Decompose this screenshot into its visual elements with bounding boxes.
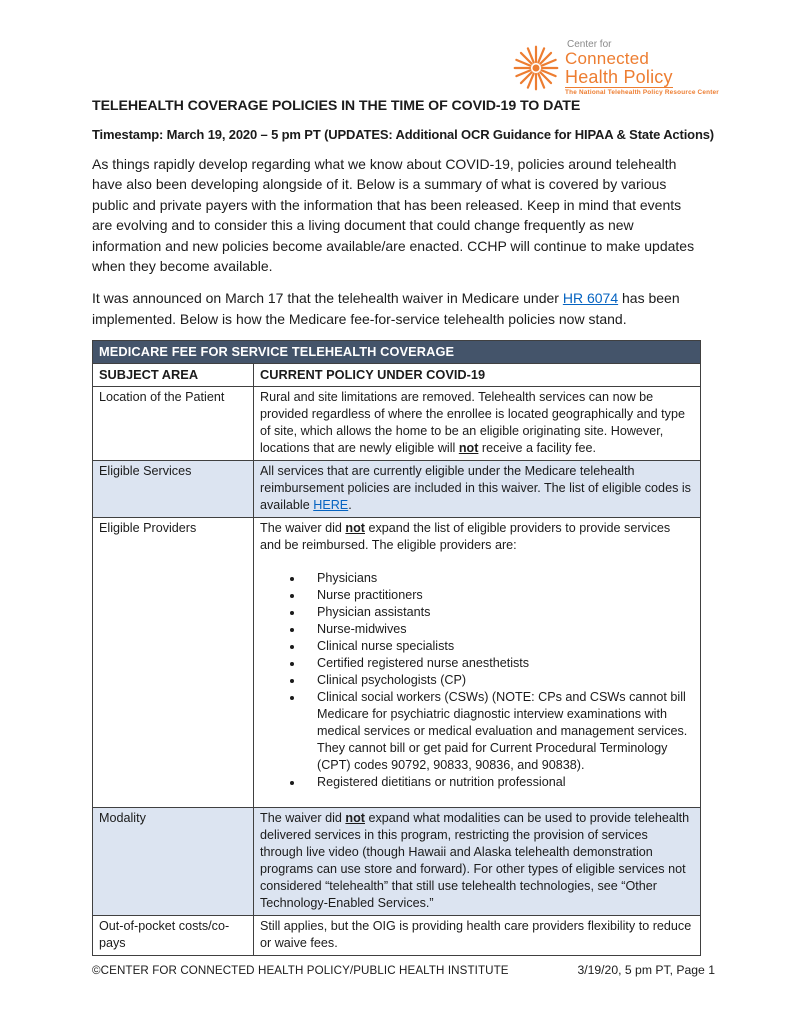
column-header-subject-area: SUBJECT AREA <box>93 364 254 387</box>
subject-cell: Modality <box>93 808 254 916</box>
policy-text: expand the list of eligible providers to provide services and be reimbursed. The eligible providers are: <box>260 521 671 553</box>
table-title-row <box>93 341 701 364</box>
provider-bullet: • Physicians <box>304 570 692 587</box>
table-title: MEDICARE FEE FOR SERVICE TELEHEALTH COVERAGE <box>93 341 701 364</box>
provider-bullet: • Clinical psychologists (CP) <box>304 672 692 689</box>
intro-paragraph: As things rapidly develop regarding what we know about COVID-19, policies around telehealth have also been developing alongside of it. Below is a summary of what is covered by various public and private payers with the information that has been released. Keep in mind that events are evolving and to consider this a living document that could change frequently as new information and new policies become available/are enacted. CCHP will continue to make updates when they become available. <box>92 156 695 275</box>
provider-bullet: • Physician assistants <box>304 604 692 621</box>
provider-bullet: • Clinical social workers (CSWs) (NOTE: CPs and CSWs cannot bill Medicare for psychiatric diagnostic interview examinations with medical services or medical evaluation and management services. They cannot bill or get paid for Current Procedural Terminology (CPT) codes 90792, 90833, 90836, and 90838). <box>304 689 692 774</box>
table-row-modality <box>93 808 701 916</box>
policy-cell <box>254 808 701 916</box>
hr6074-link[interactable]: HR 6074 <box>562 290 619 307</box>
policy-text: All services that are currently eligible under the Medicare telehealth reimbursement policies are included in this waiver. The list of eligible codes is available <box>260 464 691 513</box>
policy-cell <box>254 518 701 808</box>
provider-bullet: • Clinical nurse specialists <box>304 638 692 655</box>
announcement-paragraph <box>92 288 700 329</box>
logo-line-center-for: Center for <box>567 39 612 50</box>
policy-text: The waiver did <box>260 811 346 826</box>
policy-text: Rural and site limitations are removed. Telehealth services can now be provided regardless of where the enrollee is located geographically and type of site, which allows the home to be an eligible originating site. However, locations that are newly eligible will <box>260 390 685 456</box>
sunburst-icon <box>512 44 560 92</box>
logo-line-health-policy: Health Policy <box>565 66 673 87</box>
policy-text: The waiver did <box>260 521 346 536</box>
copyright-text: ©CENTER FOR CONNECTED HEALTH POLICY/PUBLIC HEALTH INSTITUTE <box>92 964 509 977</box>
policy-text: receive a facility fee. <box>478 441 596 456</box>
here-link[interactable]: HERE <box>313 498 349 513</box>
table-row-eligible-providers <box>93 518 701 808</box>
provider-bullet: • Nurse-midwives <box>304 621 692 638</box>
provider-bullet: • Certified registered nurse anesthetists <box>304 655 692 672</box>
logo-tagline: The National Telehealth Policy Resource Center <box>565 88 719 96</box>
table-row-location <box>93 387 701 461</box>
provider-bullet: • Registered dietitians or nutrition professional <box>304 774 692 791</box>
subject-cell: Eligible Providers <box>93 518 254 808</box>
page-title: TELEHEALTH COVERAGE POLICIES IN THE TIME OF COVID-19 TO DATE <box>92 98 581 114</box>
cchp-logo <box>512 40 719 96</box>
logo-text <box>565 40 719 96</box>
page-info: 3/19/20, 5 pm PT, Page 1 <box>577 963 715 977</box>
subject-cell: Out-of-pocket costs/co-pays <box>93 916 254 956</box>
policy-emphasis: not <box>458 441 479 456</box>
policy-cell <box>254 387 701 461</box>
policy-cell <box>254 461 701 518</box>
announcement-text-after: has been implemented. Below is how the Medicare fee-for-service telehealth policies now stand. <box>92 290 680 327</box>
policy-cell: Still applies, but the OIG is providing health care providers flexibility to reduce or waive fees. <box>254 916 701 956</box>
policy-emphasis: not <box>345 521 365 536</box>
subject-cell: Eligible Services <box>93 461 254 518</box>
announcement-text-before: It was announced on March 17 that the telehealth waiver in Medicare under <box>92 290 563 307</box>
medicare-coverage-table <box>92 340 701 956</box>
provider-bullet: • Nurse practitioners <box>304 587 692 604</box>
column-header-current-policy: CURRENT POLICY UNDER COVID-19 <box>254 364 701 387</box>
policy-emphasis: not <box>345 811 365 826</box>
table-header-row <box>93 364 701 387</box>
page-footer <box>92 963 715 977</box>
table-row-eligible-services <box>93 461 701 518</box>
timestamp-line: Timestamp: March 19, 2020 – 5 pm PT (UPDATES: Additional OCR Guidance for HIPAA & State Actions) <box>92 127 714 142</box>
subject-cell: Location of the Patient <box>93 387 254 461</box>
policy-text: . <box>348 498 352 513</box>
table-row-out-of-pocket <box>93 916 701 956</box>
policy-text: expand what modalities can be used to provide telehealth delivered services in this program, restricting the provision of services through live video (though Hawaii and Alaska telehealth demonstration programs can use store and forward). For other types of eligible services not considered “telehealth” that still use telehealth technologies, see “Other Technology-Enabled Services.” <box>260 811 690 911</box>
eligible-providers-list <box>260 570 692 791</box>
logo-line-connected: Connected <box>565 49 650 69</box>
